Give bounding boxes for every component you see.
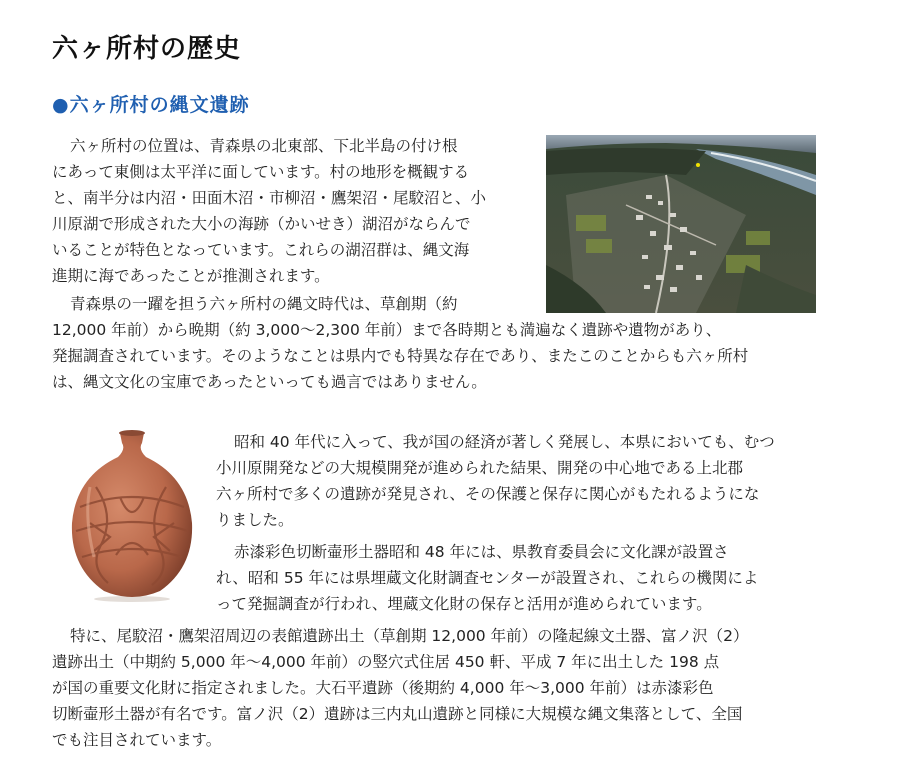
- paragraph-4-line-2: れ、昭和 55 年には県埋蔵文化財調査センターが設置され、これらの機関によ: [216, 569, 759, 587]
- aerial-photo: [546, 135, 816, 313]
- paragraph-4-line-3: って発掘調査が行われ、埋蔵文化財の保存と活用が進められています。: [216, 595, 712, 613]
- paragraph-2-line-1: 青森県の一躍を担う六ヶ所村の縄文時代は、草創期（約: [70, 295, 458, 313]
- paragraph-5-line-3: が国の重要文化財に指定されました。大石平遺跡（後期約 4,000 年～3,000 年前）は赤漆彩色: [52, 679, 714, 697]
- paragraph-5-line-2: 遺跡出土（中期約 5,000 年～4,000 年前）の竪穴式住居 450 軒、平成 7 年に出土した 198 点: [52, 653, 720, 671]
- paragraph-1-line-4: 川原湖で形成された大小の海跡（かいせき）湖沼がならんで: [52, 215, 471, 233]
- paragraph-3-line-1: 昭和 40 年代に入って、我が国の経済が著しく発展し、本県においても、むつ: [234, 433, 775, 451]
- paragraph-1-line-1: 六ヶ所村の位置は、青森県の北東部、下北半島の付け根: [70, 137, 458, 155]
- paragraph-1-line-2: にあって東側は太平洋に面しています。村の地形を概観する: [52, 163, 470, 181]
- paragraph-1-line-5: いることが特色となっています。これらの湖沼群は、縄文海: [52, 241, 470, 259]
- paragraph-5-line-4: 切断壷形土器が有名です。富ノ沢（2）遺跡は三内丸山遺跡と同様に大規模な縄文集落として、全国: [52, 705, 743, 723]
- paragraph-2-line-4: は、縄文文化の宝庫であったといっても過言ではありません。: [52, 373, 487, 391]
- paragraph-3-line-4: りました。: [216, 511, 294, 529]
- paragraph-3-line-3: 六ヶ所村で多くの遺跡が発見され、その保護と保存に関心がもたれるようにな: [216, 485, 760, 503]
- section-title: ●六ヶ所村の縄文遺跡: [52, 94, 250, 116]
- paragraph-1-line-3: と、南半分は内沼・田面木沼・市柳沼・鷹架沼・尾駮沼と、小: [52, 189, 487, 207]
- paragraph-2-line-3: 発掘調査されています。そのようなことは県内でも特異な存在であり、またこのことからも六ヶ所村: [52, 347, 749, 365]
- paragraph-4-line-1: 赤漆彩色切断壷形土器昭和 48 年には、県教育委員会に文化課が設置さ: [234, 543, 729, 561]
- paragraph-5-line-5: でも注目されています。: [52, 731, 222, 749]
- paragraph-3-line-2: 小川原開発などの大規模開発が進められた結果、開発の中心地である上北郡: [216, 459, 744, 477]
- paragraph-2-line-2: 12,000 年前）から晩期（約 3,000～2,300 年前）まで各時期とも満遍なく遺跡や遺物があり、: [52, 321, 722, 339]
- paragraph-1-line-6: 進期に海であったことが推測されます。: [52, 267, 330, 285]
- paragraph-5-line-1: 特に、尾駮沼・鷹架沼周辺の表館遺跡出土（草創期 12,000 年前）の隆起線文土器、富ノ沢（2）: [70, 627, 749, 645]
- page-title: 六ヶ所村の歴史: [52, 34, 242, 64]
- jomon-pot-image: [60, 427, 205, 602]
